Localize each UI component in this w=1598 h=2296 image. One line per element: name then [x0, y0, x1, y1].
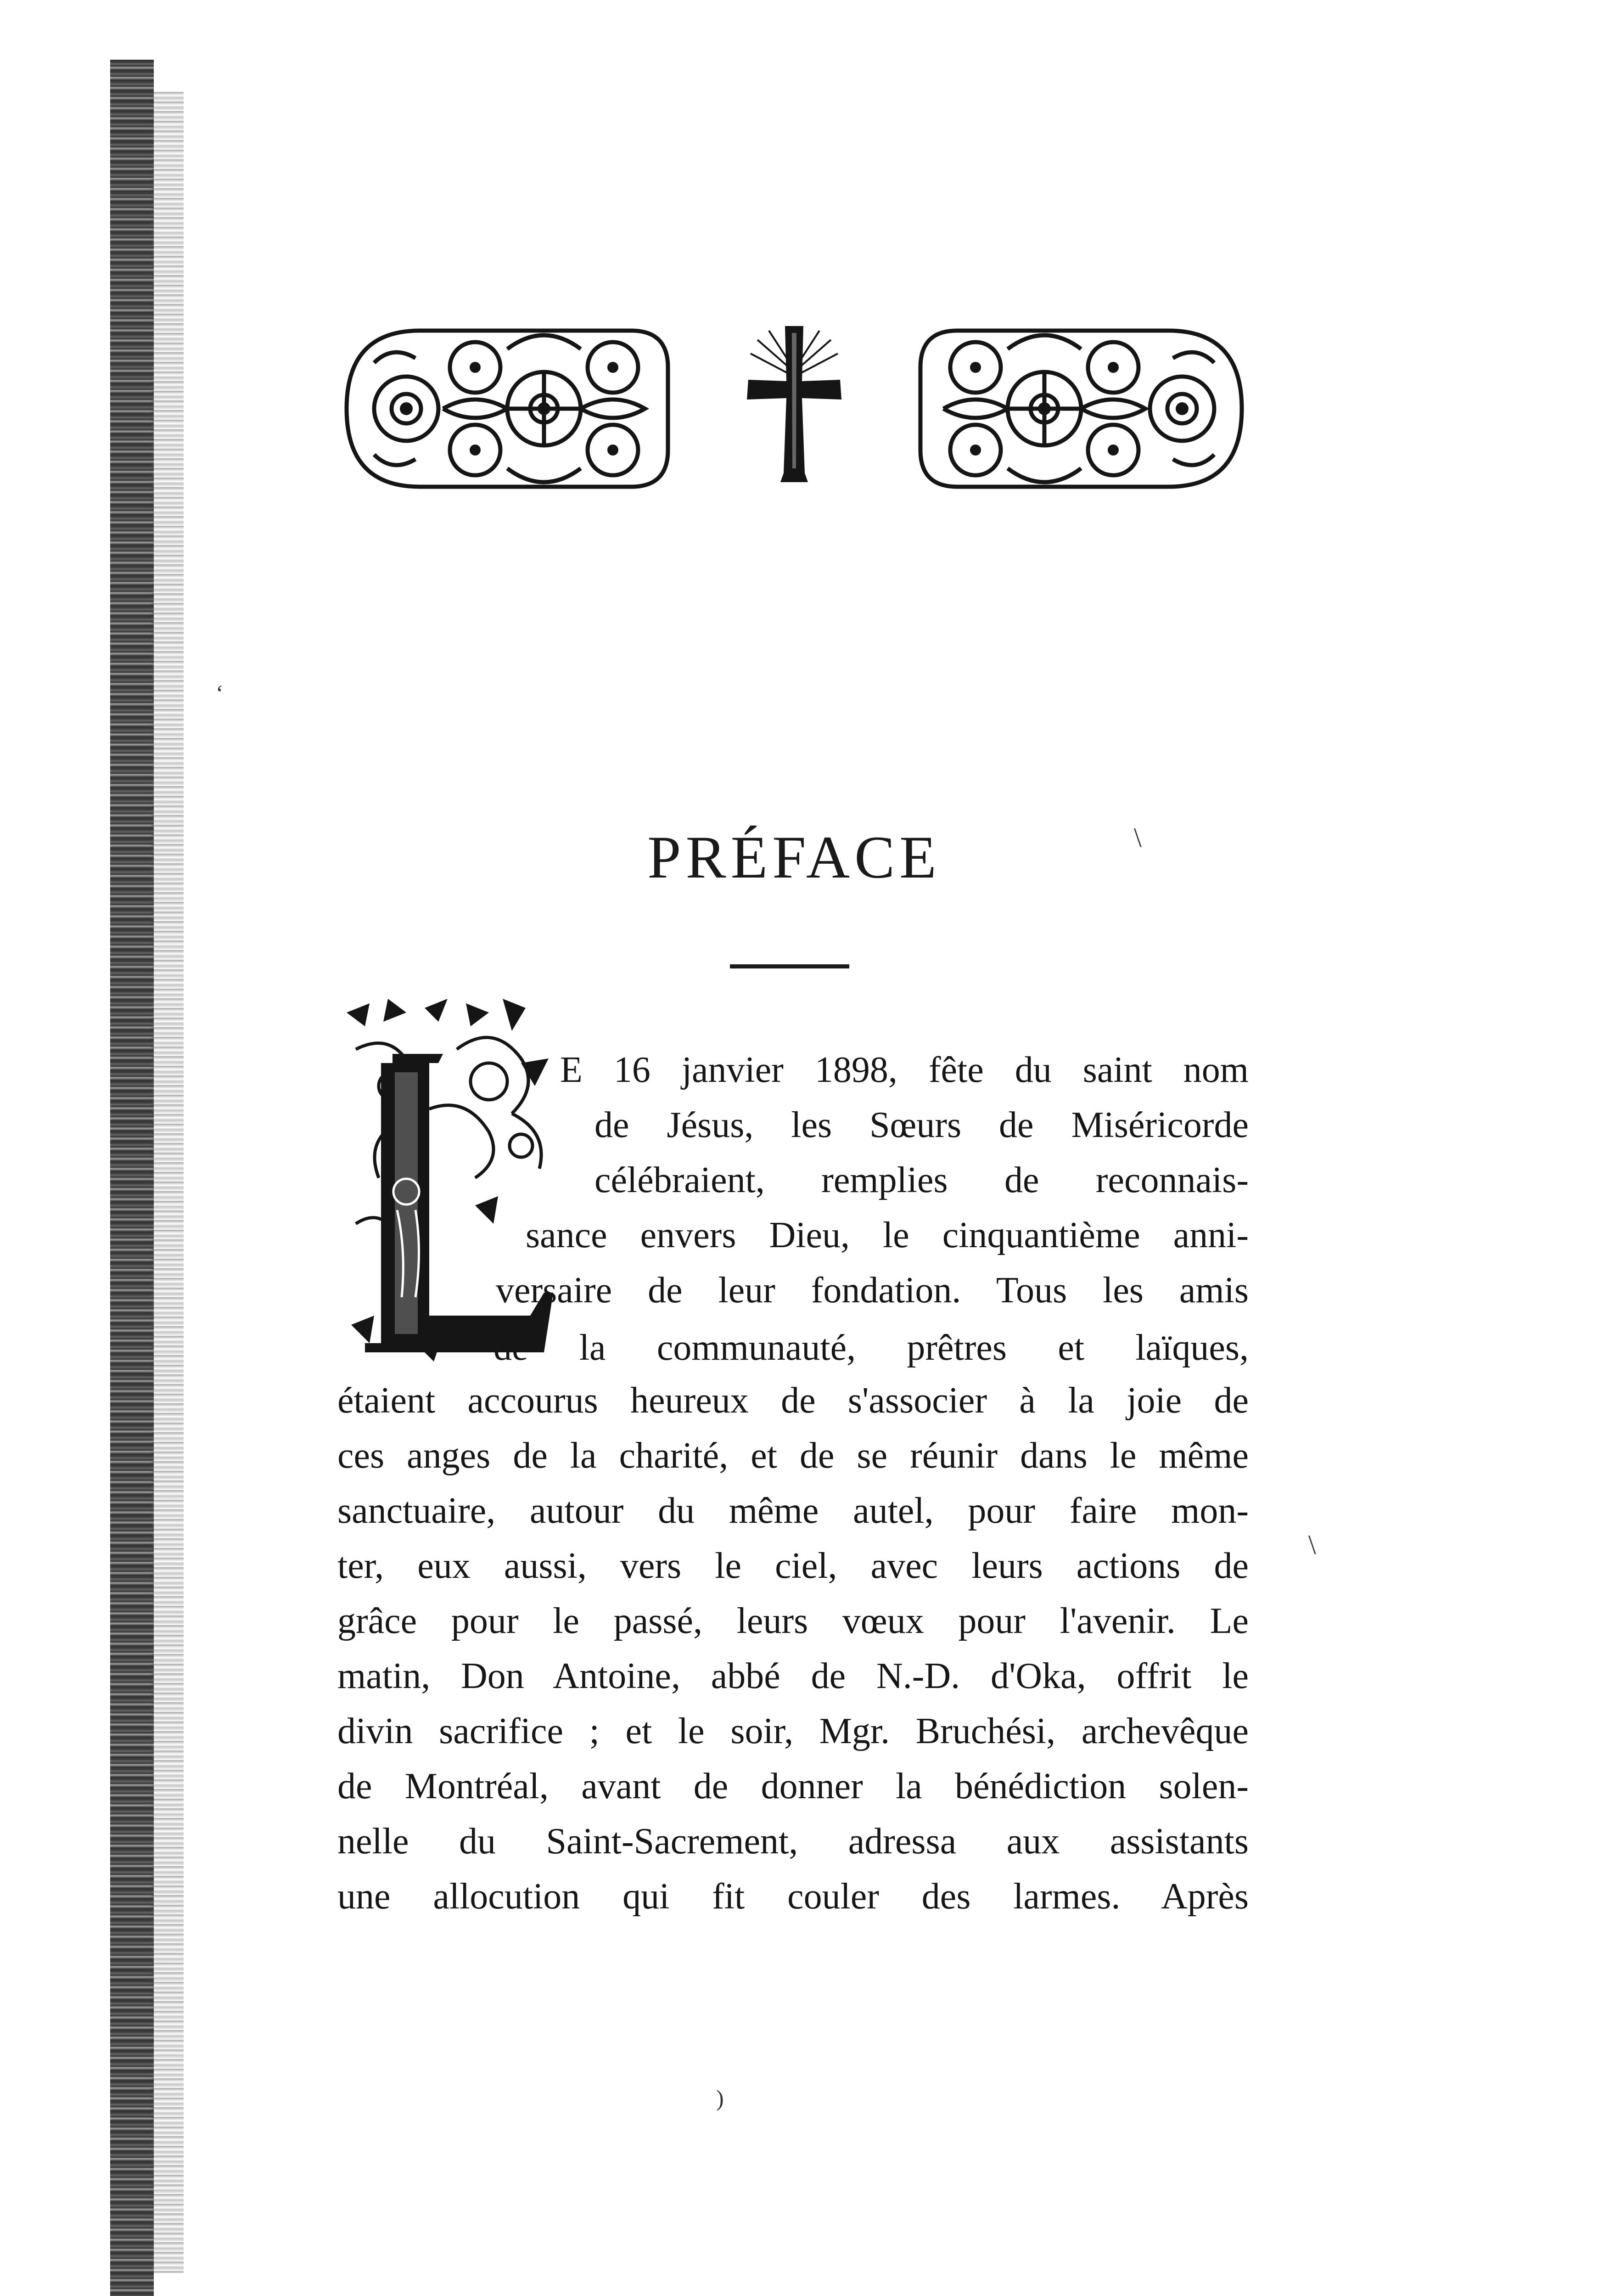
body-line-16: une allocution qui fit couler des larmes. Après — [337, 1876, 1249, 1917]
right-arabesque-panel-icon — [920, 331, 1242, 487]
left-arabesque-panel-icon — [347, 331, 668, 487]
body-line-5: versaire de leur fondation. Tous les amis — [496, 1270, 1249, 1311]
body-line-12: matin, Don Antoine, abbé de N.-D. d'Oka, offrit le — [337, 1656, 1249, 1696]
body-line-2: de Jésus, les Sœurs de Miséricorde — [594, 1105, 1249, 1145]
body-line-10: ter, eux aussi, vers le ciel, avec leurs actions de — [337, 1546, 1249, 1586]
dropcap-illuminated-letter — [337, 994, 572, 1375]
title-divider — [730, 964, 849, 968]
cross-icon — [747, 326, 841, 482]
binding-edge-shadow — [151, 92, 184, 2273]
body-line-13: divin sacrifice ; et le soir, Mgr. Bruchési, archevêque — [337, 1711, 1249, 1751]
body-line-1: E 16 janvier 1898, fête du saint nom — [560, 1050, 1249, 1090]
body-line-6: de la communauté, prêtres et laïques, — [493, 1328, 1249, 1368]
dropcap-svg — [337, 994, 572, 1375]
body-line-4: sance envers Dieu, le cinquantième anni- — [526, 1215, 1249, 1255]
body-line-14: de Montréal, avant de donner la bénédiction solen- — [337, 1766, 1249, 1806]
body-line-8: ces anges de la charité, et de se réunir dans le même — [337, 1435, 1249, 1476]
scan-speck: ‘ — [216, 680, 224, 706]
ornamental-headpiece — [337, 312, 1251, 505]
body-line-7: étaient accourus heureux de s'associer à la joie de — [337, 1380, 1249, 1421]
body-line-15: nelle du Saint-Sacrement, adressa aux assistants — [337, 1821, 1249, 1862]
body-line-9: sanctuaire, autour du même autel, pour faire mon- — [337, 1491, 1249, 1531]
body-line-3: célébraient, remplies de reconnais- — [594, 1160, 1249, 1200]
body-line-11: grâce pour le passé, leurs vœux pour l'avenir. Le — [337, 1601, 1249, 1641]
page-title: PRÉFACE — [647, 823, 941, 891]
scan-speck: \ — [1308, 1530, 1316, 1560]
scan-speck: \ — [1134, 822, 1142, 853]
binding-edge — [110, 60, 154, 2296]
scan-speck: ) — [716, 2085, 724, 2111]
headpiece-svg — [337, 312, 1251, 505]
